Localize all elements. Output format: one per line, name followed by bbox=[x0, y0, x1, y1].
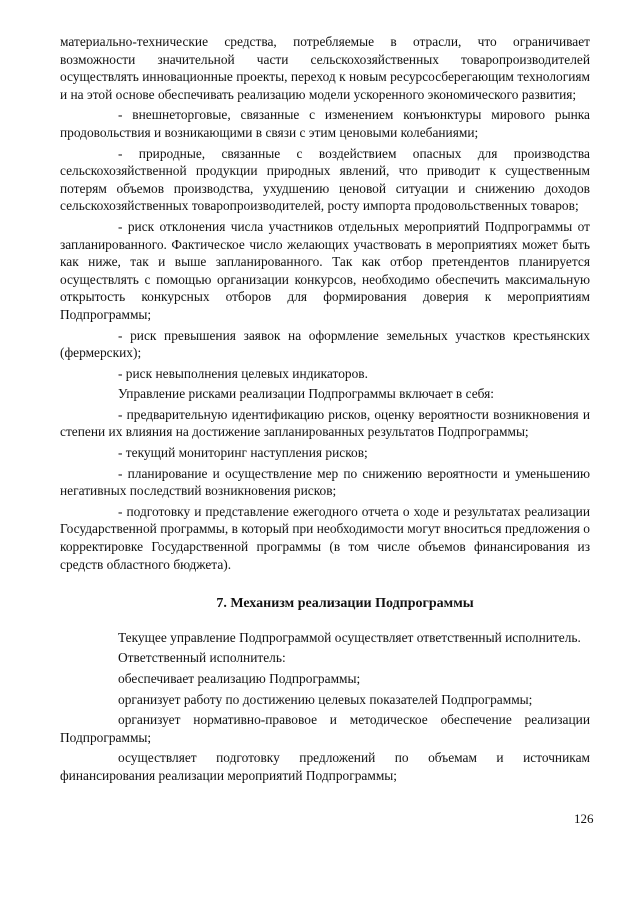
paragraph-6: - риск невыполнения целевых индикаторов. bbox=[118, 365, 368, 381]
paragraph-2: - внешнеторговые, связанные с изменением конъюнктуры мирового рынка продовольствия и возникающими в связи с этим ценовыми колебаниями; bbox=[60, 107, 590, 140]
section-heading: 7. Механизм реализации Подпрограммы bbox=[216, 596, 474, 612]
paragraph-7: Управление рисками реализации Подпрограммы включает в себя: bbox=[118, 386, 495, 402]
paragraph-3: - природные, связанные с воздействием опасных для производства сельскохозяйственной продукции природных явлений, что приводит к существенным потерям объемов производства, ухудшению ценовой ситуации и снижению доходов сельскохозяйственных товаропроизводителей, росту импорта продовольственных товаров; bbox=[60, 145, 590, 214]
paragraph-15: организует работу по достижению целевых показателей Подпрограммы; bbox=[118, 691, 533, 707]
paragraph-16: организует нормативно-правовое и методическое обеспечение реализации Подпрограммы; bbox=[60, 712, 590, 745]
paragraph-8: - предварительную идентификацию рисков, оценку вероятности возникновения и степени их влияния на достижение запланированных результатов Подпрограммы; bbox=[60, 406, 590, 440]
paragraph-5: - риск превышения заявок на оформление земельных участков крестьянских (фермерских); bbox=[60, 327, 590, 361]
paragraph-1: материально-технические средства, потребляемые в отрасли, что ограничивает возможности значительной части сельскохозяйственных товаропроизводителей осуществлять инновационные проекты, переход к новым ресурсосберегающим технологиям и на этой основе обеспечивать реализацию модели ускоренного экономического развития; bbox=[60, 34, 590, 102]
paragraph-11: - подготовку и представление ежегодного отчета о ходе и результатах реализации Государственной программы, в который при необходимости могут вноситься предложения о корректировке Государственной программы (в том числе объемов финансирования из средств областного бюджета). bbox=[60, 503, 590, 572]
paragraph-12: Текущее управление Подпрограммой осуществляет ответственный исполнитель. bbox=[118, 629, 581, 645]
paragraph-17: осуществляет подготовку предложений по объемам и источникам финансирования реализации мероприятий Подпрограммы; bbox=[60, 750, 590, 783]
paragraph-10: - планирование и осуществление мер по снижению вероятности и уменьшению негативных последствий возникновения рисков; bbox=[60, 465, 590, 499]
page-content bbox=[60, 33, 590, 788]
paragraph-14: обеспечивает реализацию Подпрограммы; bbox=[118, 671, 361, 686]
paragraph-4: - риск отклонения числа участников отдельных мероприятий Подпрограммы от запланированного. Фактическое число желающих участвовать в мероприятиях может быть как ниже, так и выше запланированного. Так как отбор претендентов планируется осуществлять с помощью организации конкурсов, необходимо обеспечить максимальную открытость конкурсных отборов для формирования доверия к мероприятиям Подпрограммы; bbox=[60, 218, 590, 322]
paragraph-13: Ответственный исполнитель: bbox=[118, 650, 286, 666]
paragraph-9: - текущий мониторинг наступления рисков; bbox=[118, 445, 368, 461]
page-number: 126 bbox=[574, 811, 594, 826]
